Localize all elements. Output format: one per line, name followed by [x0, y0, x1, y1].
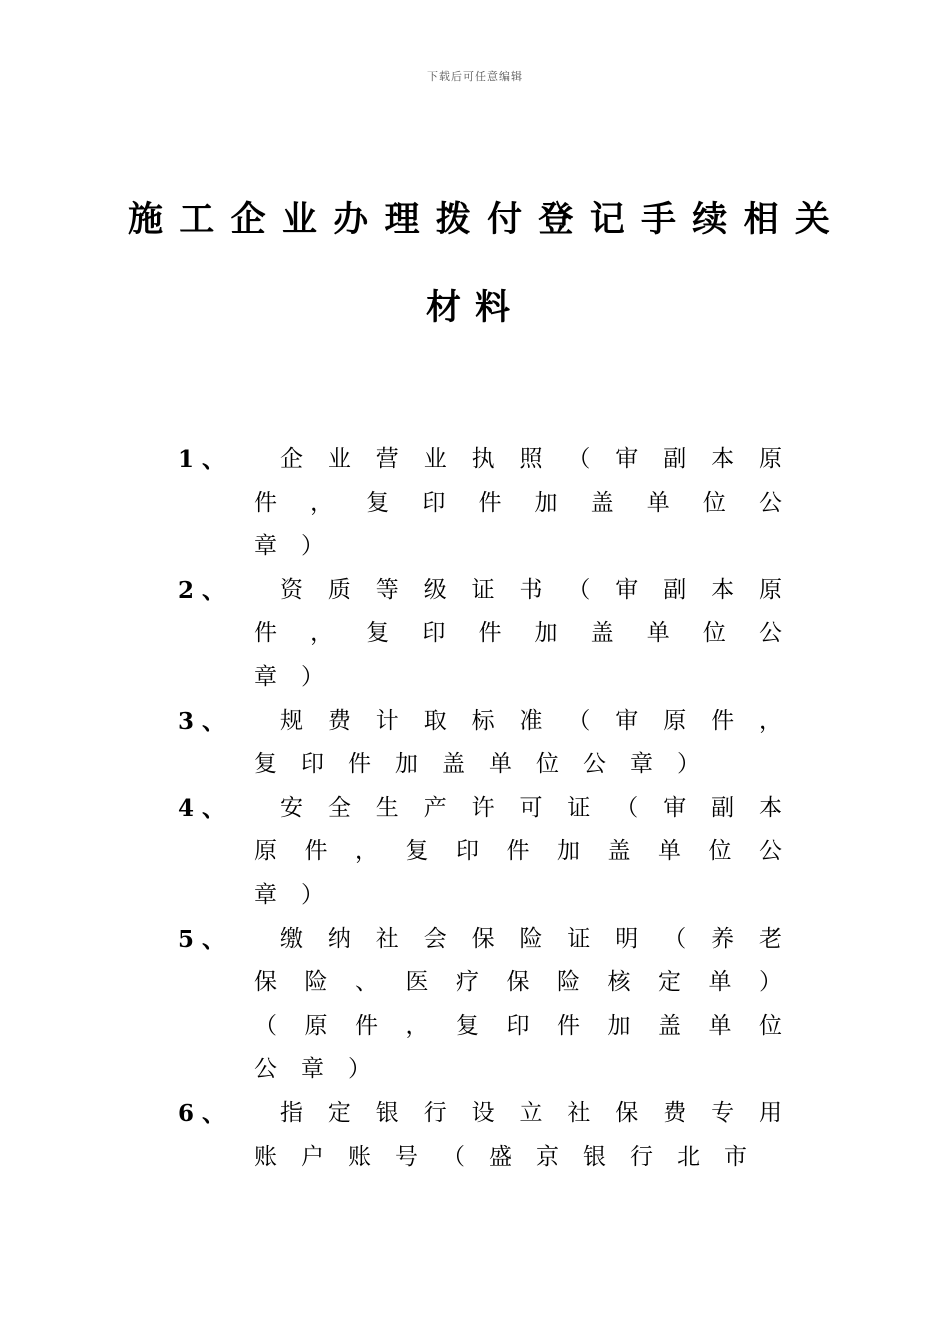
item-text: 规费计取标准（审原件，复印件加盖单位公章）: [254, 707, 806, 778]
item-number: 5、: [178, 925, 234, 953]
item-number: 2、: [178, 576, 234, 604]
item-number: 1、: [178, 446, 234, 473]
list-item: [178, 1092, 818, 1179]
item-number: 6、: [178, 1099, 234, 1127]
list-item: [178, 569, 818, 700]
item-text: 指定银行设立社保费专用账户账号（盛京银行北市: [254, 1099, 806, 1170]
item-text: 缴纳社会保险证明（养老保险、医疗保险核定单）（原件，复印件加盖单位公章）: [254, 925, 806, 1083]
materials-list: [178, 438, 818, 1179]
item-number: 4、: [178, 794, 234, 822]
document-title-line-2: 材料: [425, 287, 524, 328]
list-item: [178, 700, 818, 787]
item-number: 3、: [178, 707, 234, 735]
document-title-line-1: 施工企业办理拨付登记手续相关: [128, 199, 847, 240]
list-item: [178, 438, 818, 569]
item-text: 企业营业执照（审副本原件，复印件加盖单位公章）: [254, 446, 806, 560]
item-text: 资质等级证书（审副本原件，复印件加盖单位公章）: [254, 576, 806, 690]
item-text: 安全生产许可证（审副本原件，复印件加盖单位公章）: [254, 794, 806, 908]
list-item: [178, 787, 818, 918]
list-item: [178, 918, 818, 1092]
page-header-note: 下载后可任意编辑: [427, 70, 523, 83]
